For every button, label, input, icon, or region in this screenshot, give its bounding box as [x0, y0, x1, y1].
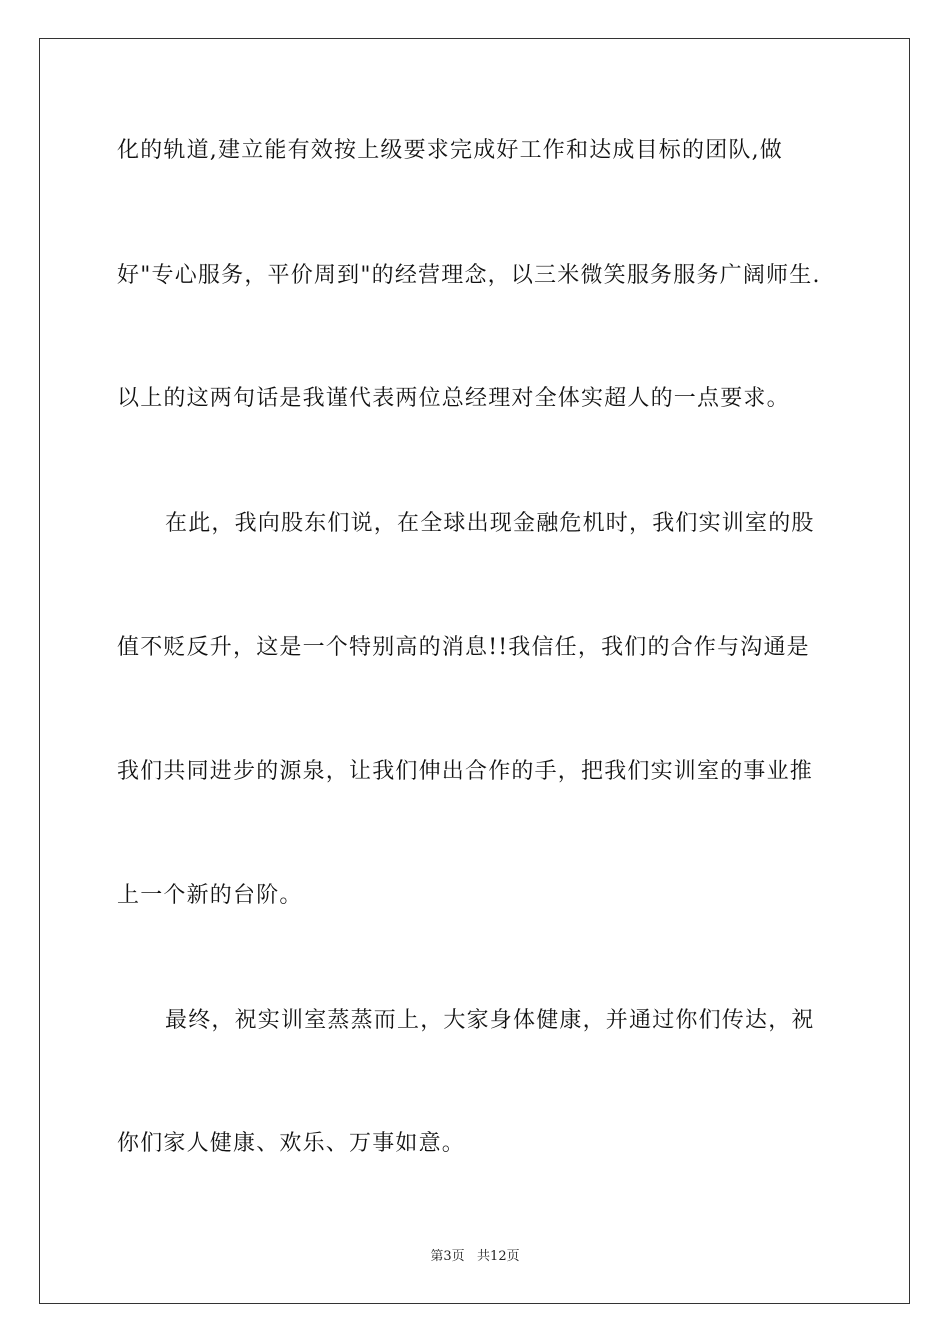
- page-number-footer: 第3页 共12页: [430, 1249, 520, 1264]
- paragraph-line-1: 化的轨道,建立能有效按上级要求完成好工作和达成目标的团队,做: [117, 138, 783, 163]
- paragraph-line-4: 在此，我向股东们说，在全球出现金融危机时，我们实训室的股: [165, 511, 815, 536]
- paragraph-line-8: 最终，祝实训室蒸蒸而上，大家身体健康，并通过你们传达，祝: [165, 1008, 815, 1033]
- paragraph-line-5: 值不贬反升，这是一个特别高的消息!!我信任，我们的合作与沟通是: [117, 635, 810, 660]
- paragraph-line-3: 以上的这两句话是我谨代表两位总经理对全体实超人的一点要求。: [117, 386, 790, 411]
- paragraph-line-6: 我们共同进步的源泉，让我们伸出合作的手，把我们实训室的事业推: [117, 759, 814, 784]
- paragraph-line-9: 你们家人健康、欢乐、万事如意。: [117, 1131, 466, 1156]
- page-border: [39, 38, 910, 1304]
- paragraph-line-2: 好"专心服务，平价周到"的经营理念，以三米微笑服务服务广阔师生.: [117, 263, 821, 288]
- paragraph-line-7: 上一个新的台阶。: [117, 883, 303, 908]
